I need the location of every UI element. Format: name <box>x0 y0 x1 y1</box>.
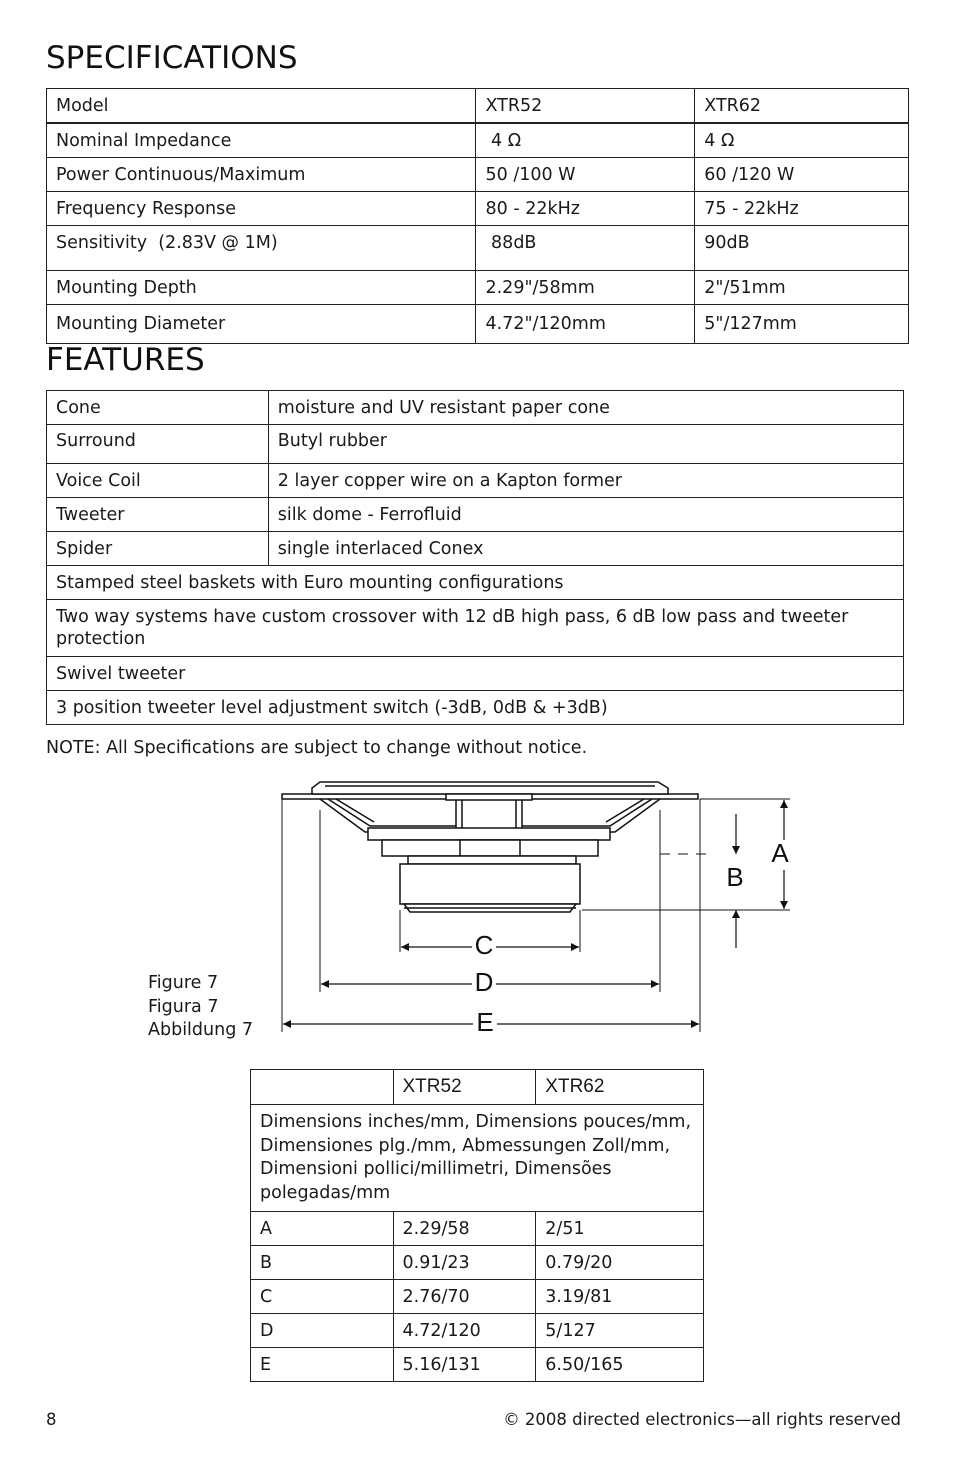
speaker-dimension-diagram <box>270 770 800 1040</box>
feature-label: Surround <box>47 425 269 464</box>
feature-full-row: Stamped steel baskets with Euro mounting configurations <box>47 566 904 600</box>
table-row <box>251 1212 704 1246</box>
copyright-notice: © 2008 directed electronics—all rights reserved <box>503 1410 901 1429</box>
header-cell: XTR52 <box>393 1070 536 1105</box>
table-row <box>47 464 904 498</box>
dimension-label-b: B <box>726 862 744 892</box>
specifications-heading: SPECIFICATIONS <box>46 40 298 76</box>
dimension-value: 5/127 <box>536 1314 704 1348</box>
dimension-letter: C <box>251 1280 394 1314</box>
spec-value: 88dB <box>476 226 695 271</box>
dimension-label-a: A <box>771 838 789 868</box>
feature-label: Voice Coil <box>47 464 269 498</box>
figure-caption-es: Figura 7 <box>148 996 219 1017</box>
feature-label: Cone <box>47 391 269 425</box>
table-row <box>47 657 904 691</box>
spec-value: 2"/51mm <box>695 271 909 305</box>
feature-label: Spider <box>47 532 269 566</box>
header-cell: Model <box>47 89 476 124</box>
feature-value: single interlaced Conex <box>268 532 903 566</box>
spec-label: Frequency Response <box>47 192 476 226</box>
page-number: 8 <box>46 1410 57 1429</box>
dimension-letter: E <box>251 1348 394 1382</box>
dimension-letter: D <box>251 1314 394 1348</box>
dimension-label-c: C <box>474 930 494 960</box>
figure-caption <box>148 972 253 1043</box>
header-cell: XTR52 <box>476 89 695 124</box>
table-row <box>47 123 909 158</box>
dimensions-table <box>250 1069 704 1382</box>
header-cell: XTR62 <box>695 89 909 124</box>
feature-value: moisture and UV resistant paper cone <box>268 391 903 425</box>
table-row <box>47 566 904 600</box>
table-row <box>47 425 904 464</box>
spec-value: 60 /120 W <box>695 158 909 192</box>
spec-label: Sensitivity (2.83V @ 1M) <box>47 226 476 271</box>
spec-value: 80 - 22kHz <box>476 192 695 226</box>
dimension-letter: A <box>251 1212 394 1246</box>
table-row <box>47 600 904 657</box>
features-table <box>46 390 904 725</box>
dimensions-description: Dimensions inches/mm, Dimensions pouces/mm, Dimensiones plg./mm, Abmessungen Zoll/mm, Dimensioni pollici/millimetri, Dimensões polegadas/mm <box>251 1105 704 1212</box>
dimension-value: 2/51 <box>536 1212 704 1246</box>
dimension-value: 0.91/23 <box>393 1246 536 1280</box>
dimension-value: 2.76/70 <box>393 1280 536 1314</box>
table-row <box>47 226 909 271</box>
specifications-table <box>46 88 909 344</box>
table-row <box>47 305 909 344</box>
table-header-row <box>47 89 909 124</box>
feature-label: Tweeter <box>47 498 269 532</box>
spec-label: Mounting Diameter <box>47 305 476 344</box>
table-row <box>47 158 909 192</box>
header-cell: XTR62 <box>536 1070 704 1105</box>
dimension-value: 0.79/20 <box>536 1246 704 1280</box>
spec-value: 75 - 22kHz <box>695 192 909 226</box>
table-row <box>47 271 909 305</box>
table-row <box>251 1314 704 1348</box>
table-row <box>251 1280 704 1314</box>
dimension-value: 2.29/58 <box>393 1212 536 1246</box>
spec-value: 4 Ω <box>695 123 909 158</box>
spec-value: 4.72"/120mm <box>476 305 695 344</box>
table-row <box>47 498 904 532</box>
feature-full-row: Two way systems have custom crossover with 12 dB high pass, 6 dB low pass and tweeter protection <box>47 600 904 657</box>
figure-caption-de: Abbildung 7 <box>148 1020 254 1040</box>
feature-value: Butyl rubber <box>268 425 903 464</box>
figure-caption-en: Figure 7 <box>148 973 219 993</box>
table-row <box>47 192 909 226</box>
table-row <box>251 1105 704 1212</box>
dimension-value: 5.16/131 <box>393 1348 536 1382</box>
dimension-value: 3.19/81 <box>536 1280 704 1314</box>
spec-label: Nominal Impedance <box>47 123 476 158</box>
dimension-label-d: D <box>474 967 494 997</box>
feature-value: 2 layer copper wire on a Kapton former <box>268 464 903 498</box>
dimension-label-e: E <box>476 1007 494 1037</box>
spec-label: Mounting Depth <box>47 271 476 305</box>
note-text: NOTE: All Specifications are subject to change without notice. <box>46 738 588 758</box>
table-row <box>251 1246 704 1280</box>
dimension-value: 6.50/165 <box>536 1348 704 1382</box>
dimension-letter: B <box>251 1246 394 1280</box>
table-header-row <box>251 1070 704 1105</box>
feature-full-row: 3 position tweeter level adjustment switch (-3dB, 0dB & +3dB) <box>47 691 904 725</box>
spec-value: 90dB <box>695 226 909 271</box>
table-row <box>47 532 904 566</box>
spec-label: Power Continuous/Maximum <box>47 158 476 192</box>
feature-value: silk dome - Ferrofluid <box>268 498 903 532</box>
speaker-outline <box>282 782 698 912</box>
features-heading: FEATURES <box>46 342 205 378</box>
spec-value: 50 /100 W <box>476 158 695 192</box>
header-cell <box>251 1070 394 1105</box>
table-row <box>47 391 904 425</box>
table-row <box>47 691 904 725</box>
spec-value: 2.29"/58mm <box>476 271 695 305</box>
spec-value: 4 Ω <box>476 123 695 158</box>
table-row <box>251 1348 704 1382</box>
feature-full-row: Swivel tweeter <box>47 657 904 691</box>
spec-value: 5"/127mm <box>695 305 909 344</box>
dimension-value: 4.72/120 <box>393 1314 536 1348</box>
